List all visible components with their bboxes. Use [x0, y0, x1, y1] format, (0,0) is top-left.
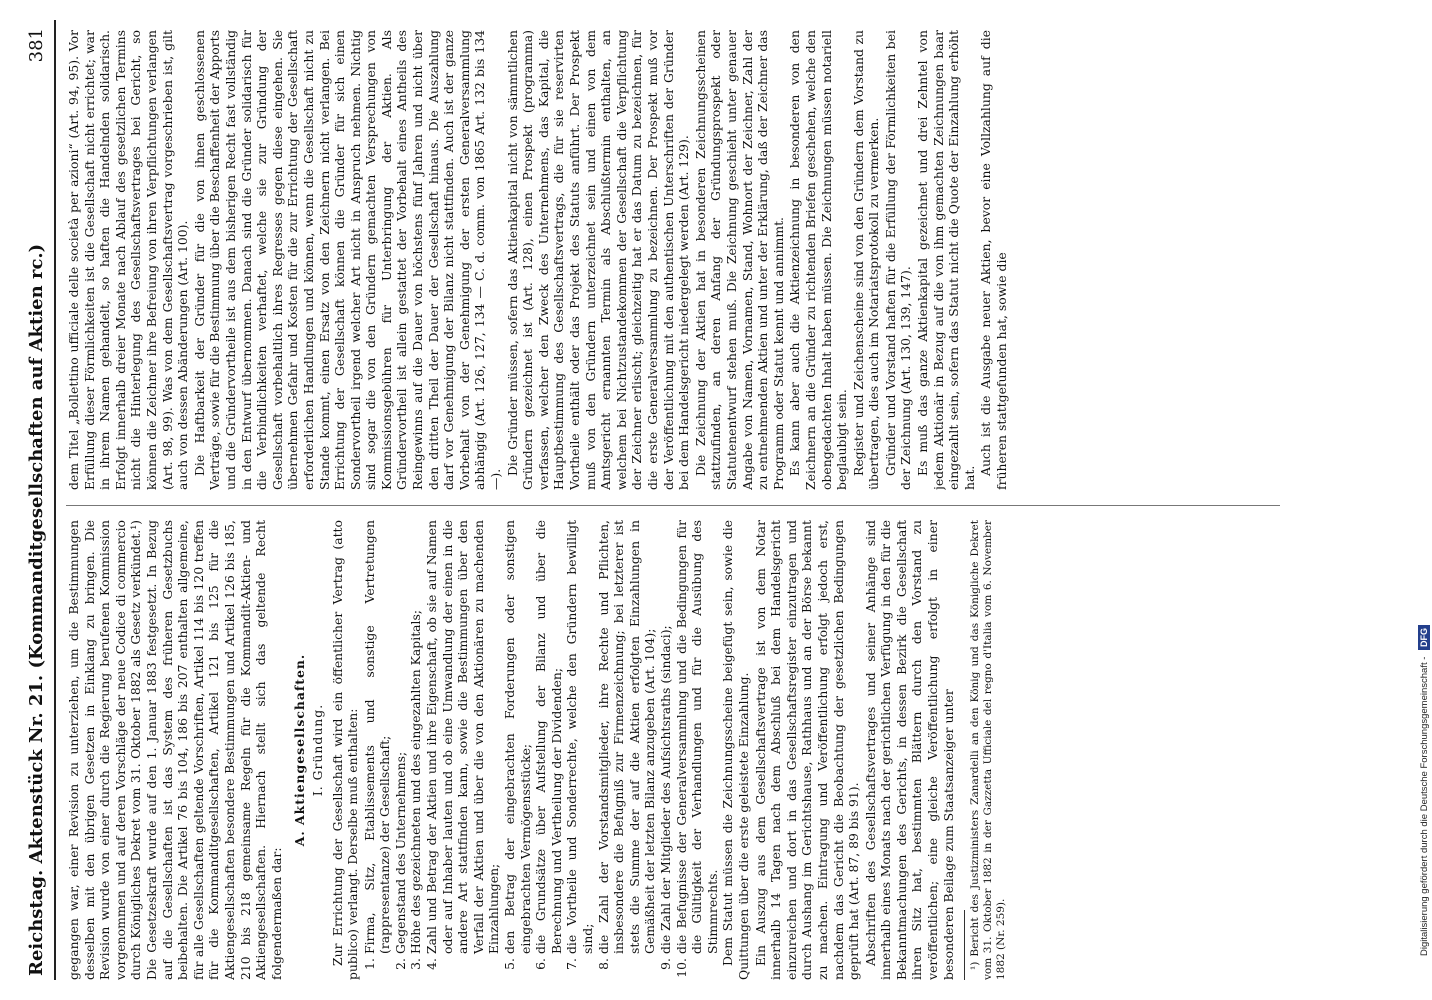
right-paragraph-9: Auch ist die Ausgabe neuer Aktien, bevor eine Vollzahlung auf die früheren stattgefunden hat, sowie die — [978, 30, 1010, 490]
left-column — [66, 520, 1394, 980]
item-text: die Zahl der Mitglieder des Aufsichtsraths (sindaci); — [657, 625, 673, 954]
intro-paragraph: gegangen war, einer Revision zu unterziehen, um die Bestimmungen desselben mit den übrigen Gesetzen in Einklang zu bringen. Die Revision wurde von einer durch die Regierung berufenen Kommission vorgenommen und auf deren Vorschläge der neue Codice di commercio durch Königliches Dekret vom 31. Oktober 1882 als Gesetz verkündet.¹) Die Gesetzeskraft wurde auf den 1. Januar 1883 festgesetzt. In Bezug auf die Gesellschaften ist das System des früheren Gesetzbuchs beibehalten. Die Artikel 76 bis 104, 186 bis 207 enthalten allgemeine, für alle Gesellschaften geltende Vorschriften, Artikel 114 bis 120 treffen für die Kommanditgesellschaften, Artikel 121 bis 125 für die Aktiengesellschaften besondere Bestimmungen und Artikel 126 bis 185, 210 bis 218 gemeinsame Regeln für die Kommandit-Aktien- und Aktiengesellschaften. Hiernach stellt sich das geltende Recht folgendermaßen dar: — [66, 520, 284, 980]
margin-note-line — [1414, 56, 1432, 956]
column-divider — [66, 505, 1280, 506]
item-number: 3. — [408, 958, 424, 970]
right-paragraph-4: Die Zeichnung der Aktien hat in besonderen Zeichnungsscheinen stattzufinden, an deren Anfang der Gründungsprospekt oder Statutenentwurf stehen muß. Die Zeichnung geschieht unter genauer Angabe von Namen, Vornamen, Stand, Wohnort der Zeichner, Zahl der zu entnehmenden Aktien und unter der Erklärung, daß der Zeichner das Programm oder Statut kennt und annimmt. — [692, 30, 786, 490]
item-text: die Befugnisse der Generalversammlung und die Bedingungen für die Gültigkeit der Verhandlungen und für die Ausübung des Stimmrechts. — [673, 520, 720, 954]
right-paragraph-5: Es kann aber auch die Aktienzeichnung in besonderen von den Zeichnern an die Gründer zu richtenden Briefen geschehen, welche den obengedachten Inhalt haben müssen. Die Zeichnungen müssen notariell beglaubigt sein. — [787, 30, 850, 490]
list-item — [408, 520, 424, 980]
digitization-margin-note — [1410, 60, 1432, 960]
item-number: 4. — [424, 958, 440, 970]
list-item — [424, 520, 502, 980]
registry-paragraph: Ein Auszug aus dem Gesellschaftsvertrage ist von dem Notar innerhalb 14 Tagen nach dem Abschluß bei dem Handelsgericht einzureichen und dort in das Gesellschaftsregister einzutragen und durch Aushang im Gerichtshause, Rathhaus und an der Börse bekannt zu machen. Eintragung und Veröffentlichung erfolgt jedoch erst, nachdem das Gericht die Beobachtung der gesetzlichen Bedingungen geprüft hat (Art. 87, 89 bis 91). — [752, 520, 862, 980]
item-text: die Zahl der Vorstandsmitglieder, ihre Rechte und Pflichten, insbesondere die Befugniß zur Firmenzeichnung; bei letzterer ist stets die Summe der auf die Aktien erfolgten Einzahlungen in Gemäßheit der letzten Bilanz anzugeben (Art. 104); — [595, 520, 658, 954]
founding-paragraph: Zur Errichtung der Gesellschaft wird ein öffentlicher Vertrag (atto publico) verlangt. Derselbe muß enthalten: — [329, 520, 361, 980]
item-text: die Vortheile und Sonderrechte, welche den Gründern bewilligt sind; — [564, 520, 595, 954]
list-item — [362, 520, 393, 980]
right-paragraph-3: Die Gründer müssen, sofern das Aktienkapital nicht von sämmtlichen Gründern gezeichnet ist (Art. 128), einen Prospekt (programma) verfassen, welcher den Zweck des Unternehmens, das Kapital, die Hauptbestimmung des Gesellschaftsvertrags, die für sie reservirten Vortheile enthält oder das Projekt des Statuts anführt. Der Prospekt muß von den Gründern unterzeichnet sein und einen von dem Amtsgericht ernannten Termin als Abschlußtermin enthalten, an welchem bei Nichtzustandekommen der Gesellschaft die Verpflichtung der Zeichner erlischt; gleichzeitig hat er das Datum zu bezeichnen, für die erste Generalversammlung zu bezeichnen. Der Prospekt muß vor der Veröffentlichung mit den authentischen Unterschriften der Gründer bei dem Handelsgericht niedergelegt werden (Art. 129). — [504, 30, 692, 490]
right-paragraph-7: Gründer und Vorstand haften für die Erfüllung der Förmlichkeiten bei der Zeichnung (Art. 130, 139, 147). — [882, 30, 914, 490]
item-text: Gegenstand des Unternehmens; — [392, 751, 408, 954]
item-text: den Betrag der eingebrachten Forderungen oder sonstigen eingebrachten Vermögensstücke; — [502, 520, 533, 954]
page-number: 381 — [26, 28, 47, 63]
item-number: 2. — [392, 958, 408, 970]
right-paragraph-8: Es muß das ganze Aktienkapital gezeichnet und drei Zehntel von jedem Aktionär in Bezug auf die von ihm gemachten Zeichnungen baar eingezahlt sein, sofern das Statut nicht die Quote der Einzahlung erhöht hat. — [915, 30, 977, 490]
right-column — [66, 30, 1394, 490]
dfg-logo: DFG — [1418, 625, 1430, 650]
item-text: Firma, Sitz, Etablissements und sonstige Vertretungen (rappresentanze) der Gesellschaft; — [361, 520, 393, 954]
subsection-heading-i: I. Gründung. — [309, 703, 325, 797]
list-item — [564, 520, 595, 980]
item-number: 8. — [595, 958, 611, 970]
right-paragraph-1: dem Titel „Bollettino ufficiale delle società per azioni“ (Art. 94, 95). Vor Erfüllung dieser Förmlichkeiten ist die Gesellschaft nicht errichtet; war in ihrem Namen gehandelt, so haften die Handelnden solidarisch. Erfolgt innerhalb dreier Monate nach Ablauf des gesetzlichen Termins nicht die Hinterlegung des Gesellschaftsvertrages bei Gericht, so können die Zeichner ihre Befreiung von ihren Verpflichtungen verlangen (Art. 98, 99). Was von dem Gesellschaftsvertrag vorgeschrieben ist, gilt auch von dessen Abänderungen (Art. 100). — [66, 30, 191, 490]
item-number: 9. — [657, 958, 673, 970]
right-paragraph-2: Die Haftbarkeit der Gründer für die von ihnen geschlossenen Verträge, sowie für die Bestimmung über die Beschaffenheit der Apports und die Gründervortheile ist aus dem bisherigen Recht fast vollständig in den Entwurf übernommen. Danach sind die Gründer solidarisch für die Verbindlichkeiten verhaftet, welche sie zur Gründung der Gesellschaft vorbehaltlich ihres Regresses gegen diese eingehen. Sie übernehmen Gefahr und Kosten für die zur Errichtung der Gesellschaft erforderlichen Handlungen und können, wenn die Gesellschaft nicht zu Stande kommt, einen Ersatz von den Zeichnern nicht verlangen. Bei Errichtung der Gesellschaft können die Gründer für sich einen Sondervortheil irgend welcher Art nicht in Anspruch nehmen. Nichtig sind sogar die von den Gründern gemachten Versprechungen von Kommissionsgebühren für Unterbringung der Aktien. Als Gründervortheil ist allein gestattet der Vorbehalt eines Antheils des Reingewinns auf die Dauer von höchstens fünf Jahren und nicht über den dritten Theil der Dauer der Gesellschaft hinaus. Die Auszahlung darf vor Genehmigung der Bilanz nicht stattfinden. Auch ist der ganze Vorbehalt von der Genehmigung der ersten Generalversammlung abhängig (Art. 126, 127, 134 — C. d. comm. von 1865 Art. 132 bis 134 —). — [191, 30, 504, 490]
footnote: ¹) Bericht des Justizministers Zanardelli an den König und das Königliche Dekret vom 31. Oktober 1882 in der Gazzetta Ufficiale del regno d'Italia vom 6. November 1882 (Nr. 259). — [969, 520, 1008, 980]
footnote-rule — [964, 910, 965, 980]
item-number: 6. — [533, 958, 549, 970]
item-text: Zahl und Betrag der Aktien und ihre Eigenschaft, ob sie auf Namen oder auf Inhaber lauten und ob eine Umwandlung der einen in die andere Art stattfinden kann, sowie die Bestimmungen über den Verfall der Aktien und über die von den Aktionären zu machenden Einzahlungen; — [424, 520, 502, 954]
item-number: 5. — [502, 958, 518, 970]
list-item — [596, 520, 658, 980]
running-head-title: Reichstag. Aktenstück Nr. 21. (Kommanditgesellschaften auf Aktien rc.) — [26, 243, 47, 976]
item-number: 10. — [673, 958, 689, 978]
list-item — [674, 520, 721, 980]
right-paragraph-6: Register und Zeichenscheine sind von den Gründern dem Vorstand zu übertragen, dies auch im Notariatsprotokoll zu vermerken. — [850, 30, 882, 490]
running-header — [20, 20, 62, 980]
item-number: 1. — [361, 958, 377, 970]
list-item — [533, 520, 564, 980]
margin-note-text: Digitalisierung gefördert durch die Deutsche Forschungsgemeinschaft - — [1419, 656, 1430, 956]
item-text: die Grundsätze über Aufstellung der Bilanz und über die Berechnung und Vertheilung der Dividenden; — [533, 520, 564, 954]
list-item — [502, 520, 533, 980]
list-item — [393, 520, 409, 980]
header-rule — [54, 20, 56, 980]
statute-paragraph: Dem Statut müssen die Zeichnungsscheine beigefügt sein, sowie die Quittungen über die erste geleistete Einzahlung. — [720, 520, 751, 980]
rotated-document-sheet — [20, 20, 1400, 980]
list-item — [658, 520, 674, 980]
section-heading-a: A. Aktiengesellschaften. — [292, 653, 308, 847]
item-number: 7. — [564, 958, 580, 970]
requirements-list — [362, 520, 721, 980]
item-text: Höhe des gezeichneten und des eingezahlten Kapitals; — [408, 609, 424, 954]
publication-paragraph: Abschriften des Gesellschaftsvertrages und seiner Anhänge sind innerhalb eines Monats nach der gerichtlichen Verfügung in den für die Bekanntmachungen des Gerichts, in dessen Bezirk die Gesellschaft ihren Sitz hat, bestimmten Blättern durch den Vorstand zu veröffentlichen; eine gleiche Veröffentlichung erfolgt in einer besonderen Beilage zum Staatsanzeiger unter — [862, 520, 956, 980]
